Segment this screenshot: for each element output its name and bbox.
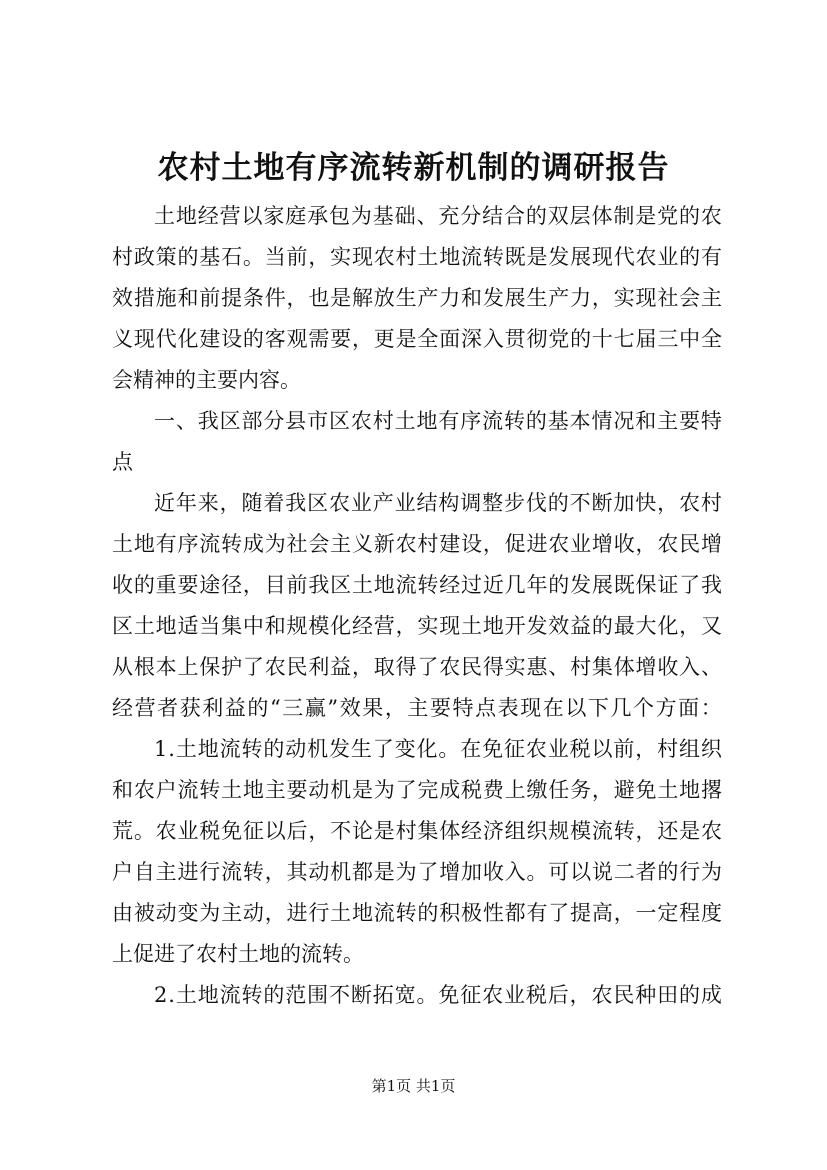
body-line: 效 措 施 和 前 提 条 件 ， 也 是 解 放 生 产 力 和 发 展 生 产 力 ， 实 现 社 会 主 <box>112 286 722 310</box>
body-line: 从 根 本 上 保 护 了 农 民 利 益 ， 取 得 了 农 民 得 实 惠 、 村 集 体 增 收 入 、 <box>112 655 722 679</box>
body-line: 会精神的主要内容。 <box>112 368 301 392</box>
body-line: 荒 。 农 业 税 免 征 以 后 ， 不 论 是 村 集 体 经 济 组 织 规 模 流 转 ， 还 是 农 <box>112 819 722 843</box>
body-line: 1 . 土 地 流 转 的 动 机 发 生 了 变 化 。 在 免 征 农 业 税 以 前 ， 村 组 织 <box>154 737 722 761</box>
body-line: 村 政 策 的 基 石 。 当 前 ， 实 现 农 村 土 地 流 转 既 是 发 展 现 代 农 业 的 有 <box>112 245 722 269</box>
body-line: 近 年 来 ， 随 着 我 区 农 业 产 业 结 构 调 整 步 伐 的 不 断 加 快 ， 农 村 <box>154 491 722 515</box>
body-line: 土 地 经 营 以 家 庭 承 包 为 基 础 、 充 分 结 合 的 双 层 体 制 是 党 的 农 <box>154 204 722 228</box>
body-line: 一 、 我 区 部 分 县 市 区 农 村 土 地 有 序 流 转 的 基 本 情 况 和 主 要 特 <box>154 409 722 433</box>
body-line: 区 土 地 适 当 集 中 和 规 模 化 经 营 ， 实 现 土 地 开 发 效 益 的 最 大 化 ， 又 <box>112 614 722 638</box>
document-body <box>112 196 722 1016</box>
page-footer: 第1页 共1页 <box>371 1077 456 1095</box>
body-line: 由 被 动 变 为 主 动 ， 进 行 土 地 流 转 的 积 极 性 都 有 了 提 高 ， 一 定 程 度 <box>112 901 722 925</box>
body-line: 收 的 重 要 途 径 ， 目 前 我 区 土 地 流 转 经 过 近 几 年 的 发 展 既 保 证 了 我 <box>112 573 722 597</box>
body-line: 点 <box>112 450 133 474</box>
body-line: 2 . 土 地 流 转 的 范 围 不 断 拓 宽 。 免 征 农 业 税 后 ， 农 民 种 田 的 成 <box>154 983 722 1007</box>
body-line: 义 现 代 化 建 设 的 客 观 需 要 ， 更 是 全 面 深 入 贯 彻 党 的 十 七 届 三 中 全 <box>112 327 722 351</box>
document-title: 农村土地有序流转新机制的调研报告 <box>157 150 670 186</box>
body-line: 户 自 主 进 行 流 转 ， 其 动 机 都 是 为 了 增 加 收 入 。 可 以 说 二 者 的 行 为 <box>112 860 722 884</box>
body-line: 经 营 者 获 利 益 的 “ 三 赢 ” 效 果 ， 主 要 特 点 表 现 在 以 下 几 个 方 面 ： <box>112 696 722 720</box>
body-line: 土 地 有 序 流 转 成 为 社 会 主 义 新 农 村 建 设 ， 促 进 农 业 增 收 ， 农 民 增 <box>112 532 722 556</box>
body-line: 和 农 户 流 转 土 地 主 要 动 机 是 为 了 完 成 税 费 上 缴 任 务 ， 避 免 土 地 撂 <box>112 778 722 802</box>
body-line: 上促进了农村土地的流转。 <box>112 942 364 966</box>
